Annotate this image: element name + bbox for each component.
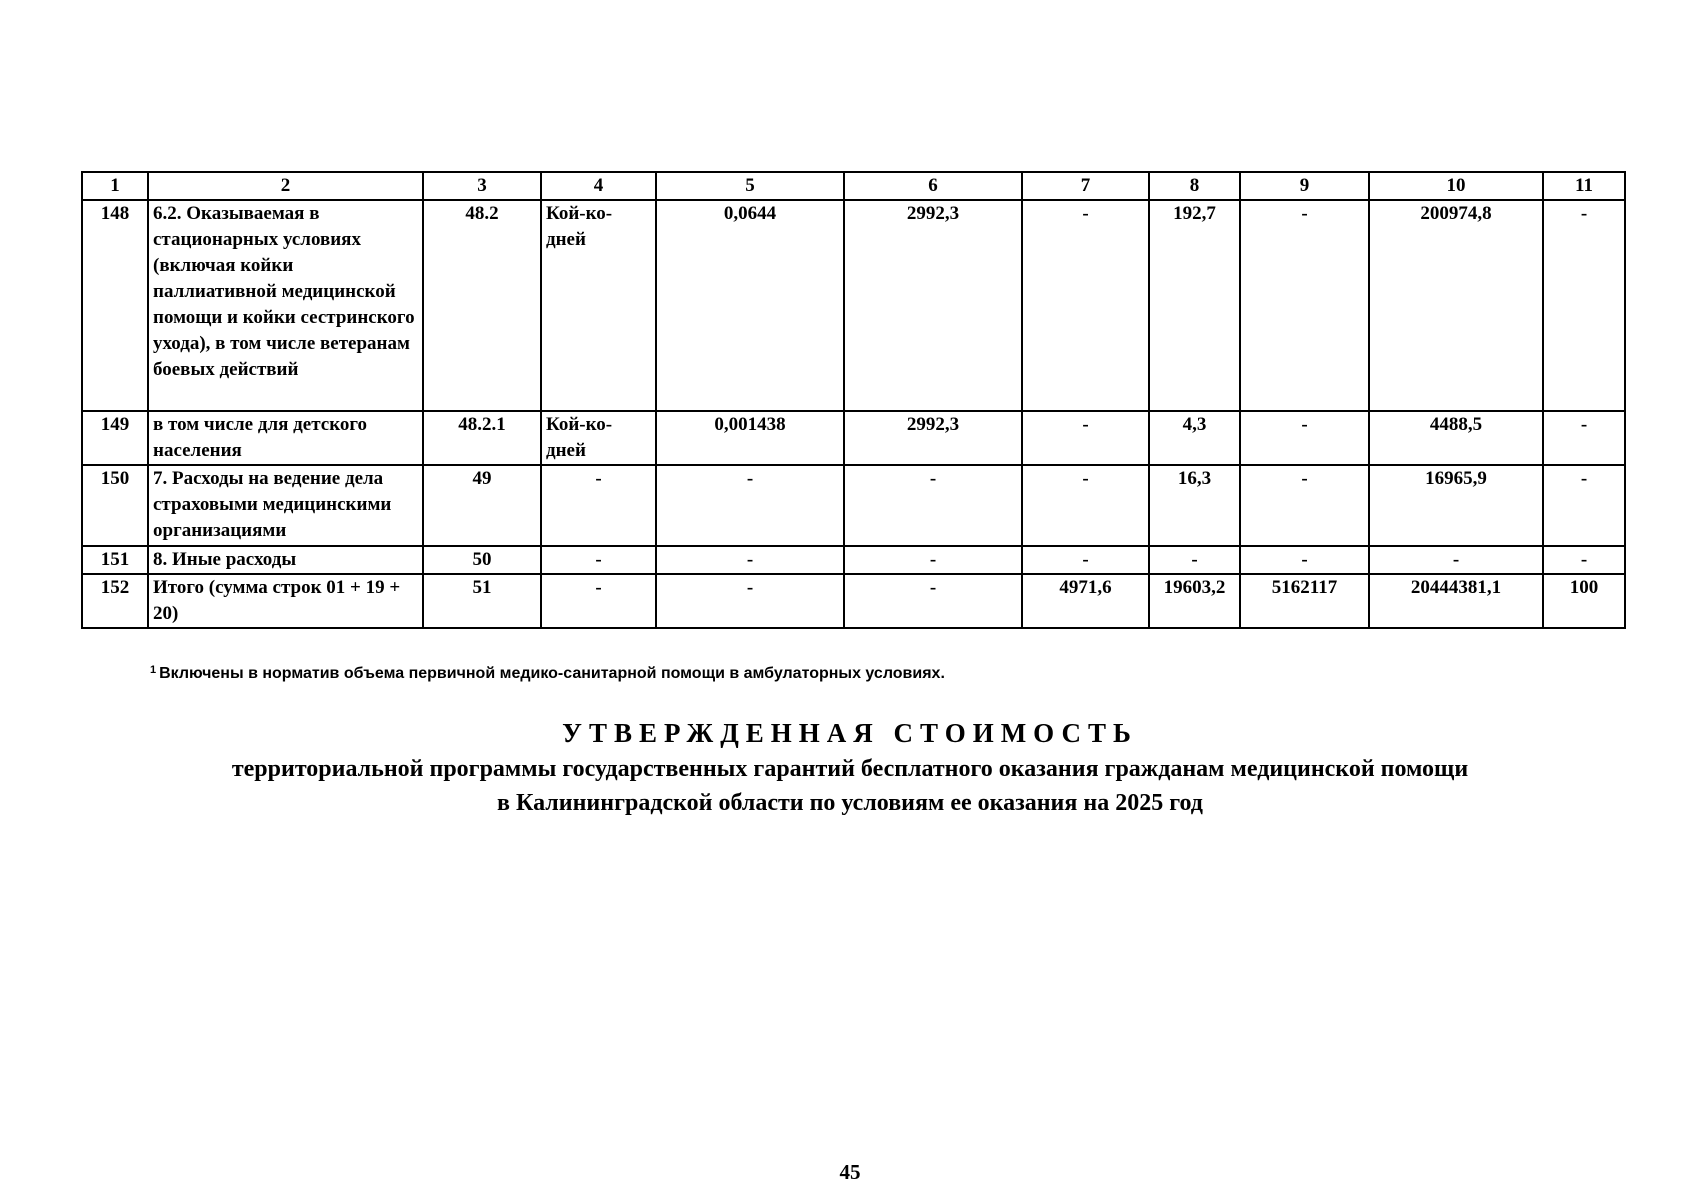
cell-col7: 4971,6 [1022, 574, 1149, 628]
row-number: 149 [82, 411, 148, 465]
cell-col7: - [1022, 465, 1149, 546]
column-header: 5 [656, 172, 844, 200]
row-unit: Кой-ко-дней [541, 200, 656, 411]
column-header: 11 [1543, 172, 1625, 200]
row-description: 6.2. Оказываемая в стационарных условиях (включая койки паллиативной медицинской помощи и койки сестринского ухода), в том числе ветеранам боевых действий [148, 200, 423, 411]
row-number: 148 [82, 200, 148, 411]
cell-col11: - [1543, 411, 1625, 465]
cell-col8: 192,7 [1149, 200, 1240, 411]
cell-col7: - [1022, 411, 1149, 465]
row-unit: - [541, 574, 656, 628]
row-description: в том числе для детского населения [148, 411, 423, 465]
row-code: 49 [423, 465, 541, 546]
cell-col10: 16965,9 [1369, 465, 1543, 546]
row-description: Итого (сумма строк 01 + 19 + 20) [148, 574, 423, 628]
cell-col10: 4488,5 [1369, 411, 1543, 465]
table-row [82, 574, 1625, 628]
cell-col6: 2992,3 [844, 411, 1022, 465]
column-header: 4 [541, 172, 656, 200]
cell-col5: - [656, 465, 844, 546]
column-header: 8 [1149, 172, 1240, 200]
cell-col6: - [844, 574, 1022, 628]
table-row [82, 200, 1625, 411]
row-unit: - [541, 546, 656, 574]
column-header: 9 [1240, 172, 1369, 200]
row-description: 8. Иные расходы [148, 546, 423, 574]
cell-col11: - [1543, 200, 1625, 411]
cell-col9: - [1240, 465, 1369, 546]
row-description: 7. Расходы на ведение дела страховыми медицинскими организациями [148, 465, 423, 546]
page-number: 45 [839, 1160, 861, 1184]
row-code: 48.2.1 [423, 411, 541, 465]
row-unit: Кой-ко-дней [541, 411, 656, 465]
column-header: 1 [82, 172, 148, 200]
cell-col11: 100 [1543, 574, 1625, 628]
column-header: 3 [423, 172, 541, 200]
cell-col6: 2992,3 [844, 200, 1022, 411]
document-subtitle-line-2: в Калининградской области по условиям ее оказания на 2025 год [497, 790, 1203, 816]
cell-col9: - [1240, 200, 1369, 411]
data-table [81, 171, 1626, 629]
cell-col9: - [1240, 546, 1369, 574]
cell-col8: - [1149, 546, 1240, 574]
footnote [150, 664, 945, 683]
row-code: 48.2 [423, 200, 541, 411]
table-row [82, 546, 1625, 574]
cell-col5: - [656, 546, 844, 574]
column-header: 7 [1022, 172, 1149, 200]
cell-col7: - [1022, 200, 1149, 411]
column-header: 6 [844, 172, 1022, 200]
table-header-row [82, 172, 1625, 200]
table-row [82, 465, 1625, 546]
cell-col11: - [1543, 465, 1625, 546]
cell-col10: - [1369, 546, 1543, 574]
row-code: 50 [423, 546, 541, 574]
cell-col10: 200974,8 [1369, 200, 1543, 411]
row-code: 51 [423, 574, 541, 628]
footnote-text: Включены в норматив объема первичной медико-санитарной помощи в амбулаторных условиях. [159, 665, 945, 682]
footnote-marker: 1 [150, 664, 157, 676]
column-header: 10 [1369, 172, 1543, 200]
cell-col11: - [1543, 546, 1625, 574]
cell-col9: 5162117 [1240, 574, 1369, 628]
row-number: 152 [82, 574, 148, 628]
cell-col5: 0,001438 [656, 411, 844, 465]
row-number: 150 [82, 465, 148, 546]
cell-col9: - [1240, 411, 1369, 465]
cell-col5: - [656, 574, 844, 628]
cell-col7: - [1022, 546, 1149, 574]
cell-col8: 19603,2 [1149, 574, 1240, 628]
document-title: УТВЕРЖДЕННАЯ СТОИМОСТЬ [562, 718, 1138, 748]
cell-col6: - [844, 465, 1022, 546]
cell-col10: 20444381,1 [1369, 574, 1543, 628]
row-unit: - [541, 465, 656, 546]
table-row [82, 411, 1625, 465]
row-number: 151 [82, 546, 148, 574]
cell-col6: - [844, 546, 1022, 574]
column-header: 2 [148, 172, 423, 200]
cell-col8: 16,3 [1149, 465, 1240, 546]
document-subtitle-line-1: территориальной программы государственных гарантий бесплатного оказания гражданам медицинской помощи [231, 756, 1469, 782]
cell-col5: 0,0644 [656, 200, 844, 411]
cell-col8: 4,3 [1149, 411, 1240, 465]
